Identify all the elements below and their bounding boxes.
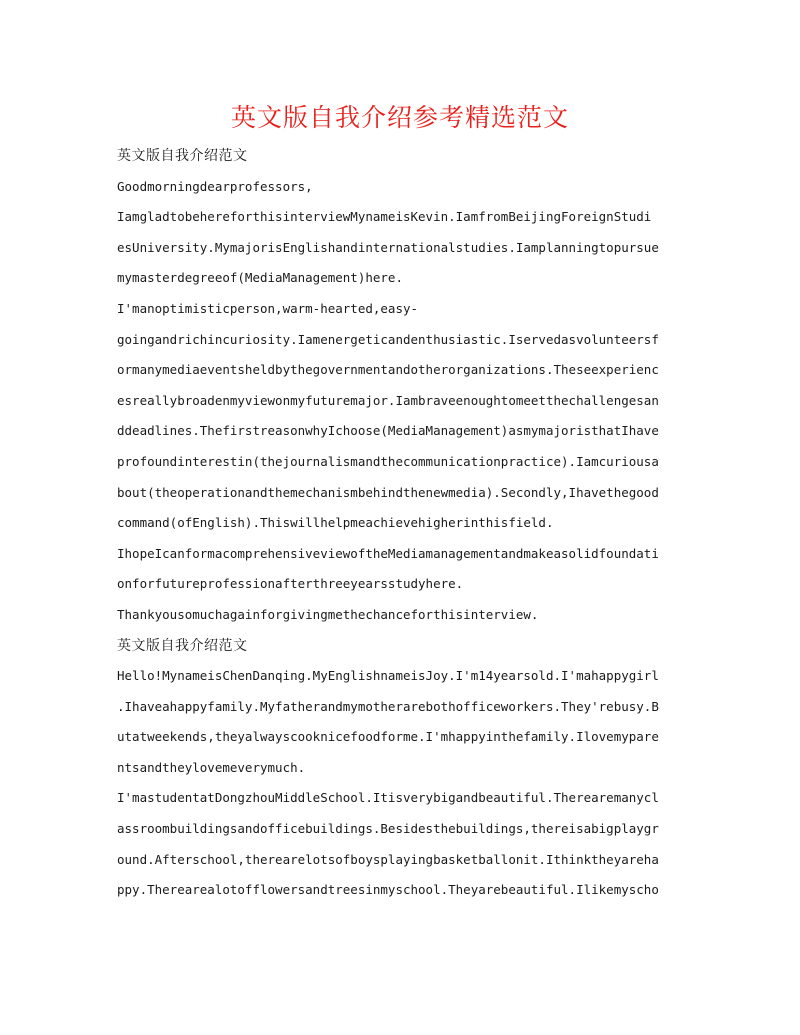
section-heading: 英文版自我介绍范文 xyxy=(117,637,248,654)
text-line: utatweekends,theyalwayscooknicefoodforme.I'mhappyinthefamily.Ilovemypare xyxy=(117,729,659,745)
text-line: ound.Afterschool,therearelotsofboysplayingbasketballonit.Ithinktheyareha xyxy=(117,851,659,867)
text-line: ormanymediaeventsheldbythegovernmentandotherorganizations.Theseexperienc xyxy=(117,362,659,378)
text-line: ddeadlines.ThefirstreasonwhyIchoose(MediaManagement)asmymajoristhatIhave xyxy=(117,423,659,439)
text-line: esreallybroadenmyviewonmyfuturemajor.Iambraveenoughtomeetthechallengesan xyxy=(117,392,659,408)
text-line: onforfutureprofessionafterthreeyearsstudyhere. xyxy=(117,576,464,592)
text-line: command(ofEnglish).Thiswillhelpmeachievehigherinthisfield. xyxy=(117,515,554,531)
text-line: mymasterdegreeof(MediaManagement)here. xyxy=(117,270,403,286)
text-line: esUniversity.MymajorisEnglishandinternationalstudies.Iamplanningtopursue xyxy=(117,239,659,255)
text-line: Thankyousomuchagainforgivingmethechanceforthisinterview. xyxy=(117,606,539,622)
section-heading: 英文版自我介绍范文 xyxy=(117,148,248,164)
text-line: Hello!MynameisChenDanqing.MyEnglishnameisJoy.I'm14yearsold.I'mahappygirl xyxy=(117,668,659,684)
document-title: 英文版自我介绍参考精选范文 xyxy=(230,103,569,132)
text-line: ntsandtheylovemeverymuch. xyxy=(117,759,306,775)
text-line: ppy.Therearealotofflowersandtreesinmyschool.Theyarebeautiful.Ilikemyscho xyxy=(117,882,659,898)
document-body xyxy=(117,141,683,906)
text-line: profoundinterestin(thejournalismandthecommunicationpractice).Iamcuriousa xyxy=(117,453,659,469)
text-line: I'manoptimisticperson,warm-hearted,easy- xyxy=(117,300,419,316)
text-line: I'mastudentatDongzhouMiddleSchool.Itisverybigandbeautiful.Therearemanycl xyxy=(117,790,659,806)
text-line: .Ihaveahappyfamily.Myfatherandmymotherarebothofficeworkers.They'rebusy.B xyxy=(117,698,659,714)
text-line: goingandrichincuriosity.Iamenergeticandenthusiastic.Iservedasvolunteersf xyxy=(117,331,659,347)
text-line: Goodmorningdearprofessors, xyxy=(117,178,313,194)
text-line: assroombuildingsandofficebuildings.Besidesthebuildings,thereisabigplaygr xyxy=(117,821,659,837)
text-line: IamgladtobehereforthisinterviewMynameisKevin.IamfromBeijingForeignStudi xyxy=(117,209,652,225)
text-line: IhopeIcanformacomprehensiveviewoftheMediamanagementandmakeasolidfoundati xyxy=(117,545,659,561)
text-line: bout(theoperationandthemechanismbehindthenewmedia).Secondly,Ihavethegood xyxy=(117,484,659,500)
